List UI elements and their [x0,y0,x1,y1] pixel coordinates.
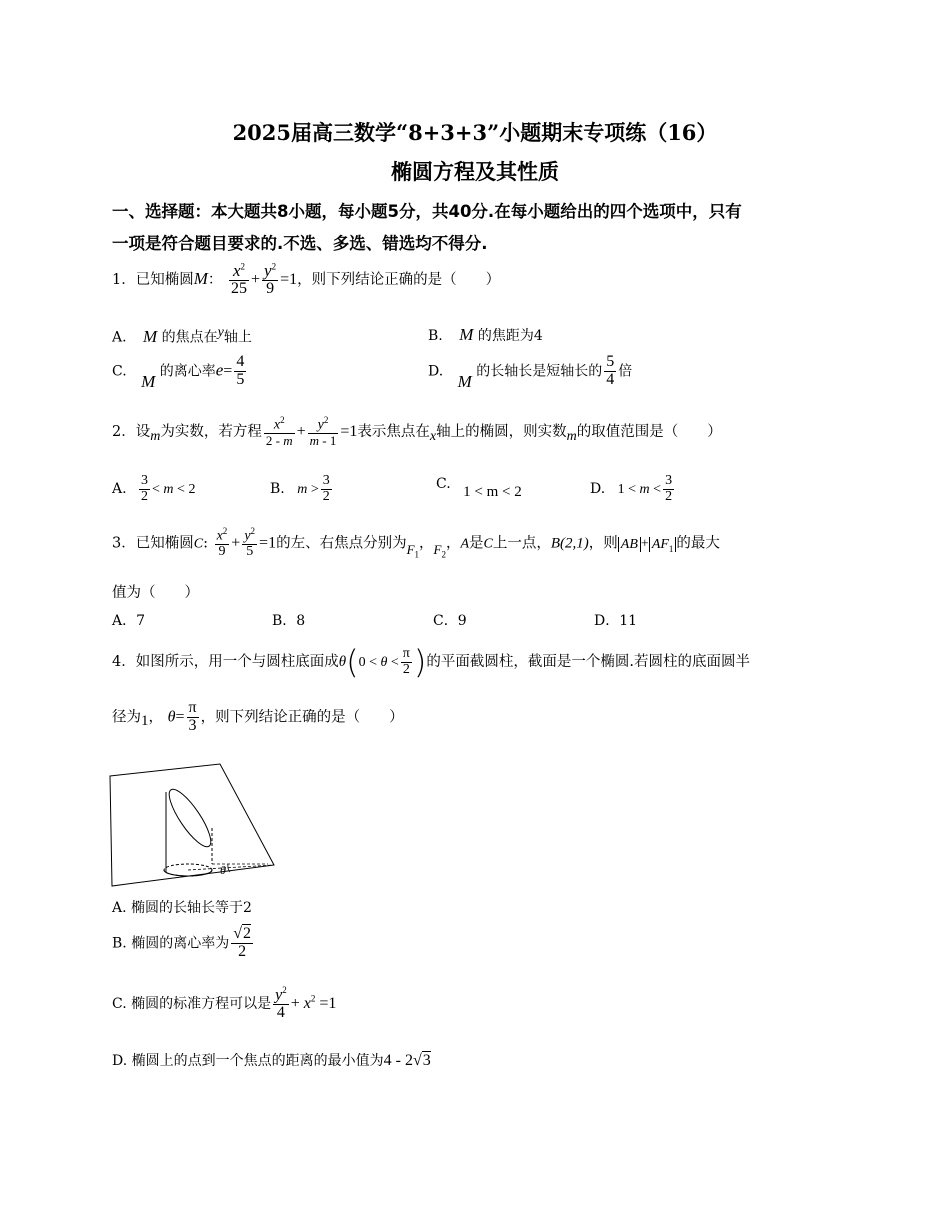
q4b-frac: $\frac{√2}{2}$ [233,925,251,960]
q2b-frac: $\frac{3}{2}$ [322,473,330,504]
question-1: 1．已知椭圆M： $\frac{x^2}{25}$ + $\frac{y^2}{9}$ =1，则下列结论正确的是（ ） [112,261,501,297]
q2-frac-2: $\frac{y^2}{m - 1}$ [309,415,337,449]
q1-option-b[interactable] [428,325,543,345]
q2-eq: =1 [340,423,358,440]
q1-eq: =1 [280,270,298,288]
q1a-text2: 轴上 [223,329,252,346]
q3-F2: $F_2$ [433,541,446,560]
option-label: D. [590,481,606,498]
q3-text4: 是 [469,535,484,552]
q4-sep: ， [148,709,163,726]
q1c-text: 的离心率 [159,363,216,380]
q1-frac-x: $\frac{x^2}{25}$ [231,261,248,297]
q4d-text: D. 椭圆上的点到一个焦点的距离的最小值为 [112,1053,384,1069]
q2-m: m [150,428,161,444]
q1d-text2: 倍 [618,363,633,380]
q2-text4: 的取值范围是（ ） [576,424,722,440]
q4c-frac: $\frac{y^2}{4}$ [275,985,287,1022]
q3-A: A [460,536,470,552]
q1-M: M [193,268,208,288]
option-label: C. [112,363,127,380]
q4-option-a[interactable]: A. 椭圆的长轴长等于2 [112,900,252,916]
theta-label: θ [220,863,226,877]
q3-frac-x: $\frac{x^2}{9}$ [216,526,228,560]
q4d-expr: 4 - 2√3 [383,1052,431,1069]
q2-text2: 表示焦点在 [357,424,430,440]
q1a-text1: 的焦点在 [161,329,218,346]
option-label: A. [112,329,127,346]
q3-frac-y: $\frac{y^2}{5}$ [244,526,256,560]
q1d-M: M [457,372,472,392]
q1-option-d[interactable] [428,353,633,392]
q2-option-a[interactable]: A. $\frac{3}{2}$ < m < 2 [112,473,196,504]
q3-option-a[interactable]: A．7 [112,613,146,629]
q4-option-b[interactable] [112,926,255,961]
q1-frac-y: $\frac{y^2}{9}$ [264,261,277,297]
q1-prefix: 1．已知椭圆 [112,271,194,288]
q2-option-b[interactable]: B. m > $\frac{3}{2}$ [270,473,330,504]
q2-option-d[interactable]: D. 1 < m < $\frac{3}{2}$ [590,473,673,504]
q4-option-c[interactable]: C. 椭圆的标准方程可以是 $\frac{y^2}{4}$ + $x^2 =1$ [112,985,337,1022]
q4-radius: 1 [141,713,149,730]
q4-line2: 径为$_1$， θ= $\frac{\pi}{3}$ ，则下列结论正确的是（ ） [112,699,404,734]
question-4: 4．如图所示，用一个与圆柱底面成θ(0 < θ < $\frac{\pi}{2}$ )的平面截圆柱，截面是一个椭圆.若圆柱的底面圆半 [112,643,750,681]
question-2: 2．设$_m$为实数，若方程 $\frac{x^2}{2 - m}$ + $\frac{y^2}{m - 1}$ =1表示焦点在$_x$轴上的椭圆，则实数$_m$的取值范围是（ ） [112,415,722,449]
section-instructions-line1: 一、选择题：本大题共8小题，每小题5分，共40分.在每小题给出的四个选项中，只有 [112,202,742,221]
q2-frac-1: $\frac{x^2}{2 - m}$ [265,415,293,449]
q1-option-c[interactable]: C. M 的离心率e= $\frac{4}{5}$ [112,353,245,392]
q1c-M: M [141,372,156,392]
q1-option-a[interactable] [112,325,252,347]
question-3: 3．已知椭圆C: $\frac{x^2}{9}$ + $\frac{y^2}{5}$ =1的左、右焦点分别为$F_1$，$F_2$，A是C上一点，B(2,1)，则 AB + $AF_1$ 的最大 [112,526,720,560]
q1c-frac: $\frac{4}{5}$ [236,353,245,388]
q1a-M: M [143,326,158,346]
q3-option-c[interactable]: C．9 [433,613,467,629]
page-subtitle: 椭圆方程及其性质 [391,159,559,184]
option-label: C. [436,476,451,492]
q1d-frac: $\frac{5}{4}$ [606,353,615,388]
q4-pi-third: $\frac{\pi}{3}$ [188,699,197,734]
option-label: B. [428,328,443,344]
q3-text6: ，则 [588,535,618,552]
q2-m2: m [566,428,577,444]
q4c-text: C. 椭圆的标准方程可以是 [112,995,272,1012]
q3-text5: 上一点， [492,535,551,552]
q4-option-d[interactable] [112,1050,431,1070]
q3-text1: 的左、右焦点分别为 [276,535,407,552]
q2-text1: 为实数，若方程 [160,424,262,440]
option-label: B. [270,481,285,498]
option-label: D. [428,363,444,380]
q3-option-b[interactable]: B．8 [272,613,306,629]
q4b-text: B. 椭圆的离心率为 [112,935,230,952]
q2d-frac: $\frac{3}{2}$ [665,473,673,504]
q2a-frac: $\frac{3}{2}$ [141,473,149,504]
q3-C2: C [483,536,493,552]
q3-eq: =1 [259,534,277,552]
q1-colon: ： [207,271,223,288]
q1b-text: 的焦距为4 [477,328,543,344]
q1c-e: e [215,360,224,380]
q4-line2a: 径为 [112,709,141,726]
q3-sep1: ， [419,535,434,552]
q3-option-d[interactable]: D．11 [594,613,638,629]
q1a-y: y [217,325,224,340]
page-title: 2025届高三数学“8+3+3”小题期末专项练（16） [232,120,718,145]
q3-C: C [193,536,204,552]
q2c-expr: 1 < m < 2 [463,484,522,500]
q1-suffix: ，则下列结论正确的是（ ） [297,271,501,288]
option-label: A. [112,481,127,498]
q3-line2: 值为（ ） [112,585,199,601]
q3-abs-expr: AB + $AF_1$ [618,537,677,552]
q2-text3: 轴上的椭圆，则实数 [436,424,567,440]
q3-text7: 的最大 [676,535,720,552]
q3-prefix: 3．已知椭圆 [112,535,194,552]
q2-x: x [429,428,437,444]
q3-sep2: ， [445,535,461,552]
section-instructions-line2: 一项是符合题目要求的.不选、多选、错选均不得分. [112,234,488,253]
q3-B: B(2,1) [550,535,589,552]
q3-F1: $F_1$ [406,541,420,560]
q4-line1b: 的平面截圆柱，截面是一个椭圆.若圆柱的底面圆半 [426,654,750,670]
q1d-text1: 的长轴长是短轴长的 [476,363,603,380]
q2-option-c[interactable] [436,476,522,501]
q4-line2c: ，则下列结论正确的是（ ） [200,709,404,726]
q2-prefix: 2．设 [112,424,151,440]
q4-line1a: 4．如图所示，用一个与圆柱底面成 [112,654,339,670]
q3-colon: : [203,535,208,552]
cylinder-plane-figure [108,762,280,890]
q1b-M: M [459,325,474,344]
q4-pi-half: $\frac{\pi}{2}$ [402,645,410,677]
